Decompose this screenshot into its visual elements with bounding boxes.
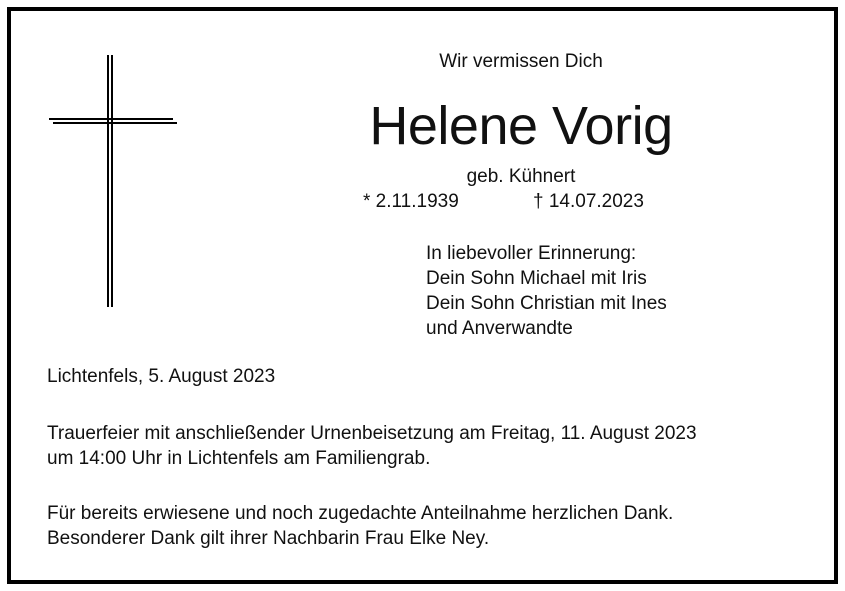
mourners-line: und Anverwandte	[426, 318, 573, 339]
death-date: † 14.07.2023	[533, 191, 644, 212]
ceremony-block	[47, 421, 697, 471]
thanks-line: Besonderer Dank gilt ihrer Nachbarin Frau Elke Ney.	[47, 528, 490, 549]
ceremony-line: Trauerfeier mit anschließender Urnenbeisetzung am Freitag, 11. August 2023	[47, 423, 697, 444]
mourners-line: Dein Sohn Christian mit Ines	[426, 293, 667, 314]
thanks-line: Für bereits erwiesene und noch zugedachte Anteilnahme herzlichen Dank.	[47, 503, 674, 524]
birth-date: * 2.11.1939	[363, 191, 459, 212]
maiden-name: geb. Kühnert	[466, 166, 576, 187]
deceased-name: Helene Vorig	[369, 96, 673, 156]
place-date: Lichtenfels, 5. August 2023	[47, 366, 276, 387]
mourners-line: Dein Sohn Michael mit Iris	[426, 268, 647, 289]
thanks-block	[47, 501, 673, 551]
obituary-notice	[7, 7, 838, 584]
mourners-block	[426, 241, 667, 341]
ceremony-line: um 14:00 Uhr in Lichtenfels am Familiengrab.	[47, 448, 431, 469]
mourners-line: In liebevoller Erinnerung:	[426, 243, 637, 264]
headline: Wir vermissen Dich	[439, 51, 603, 72]
cross-icon	[49, 55, 179, 307]
